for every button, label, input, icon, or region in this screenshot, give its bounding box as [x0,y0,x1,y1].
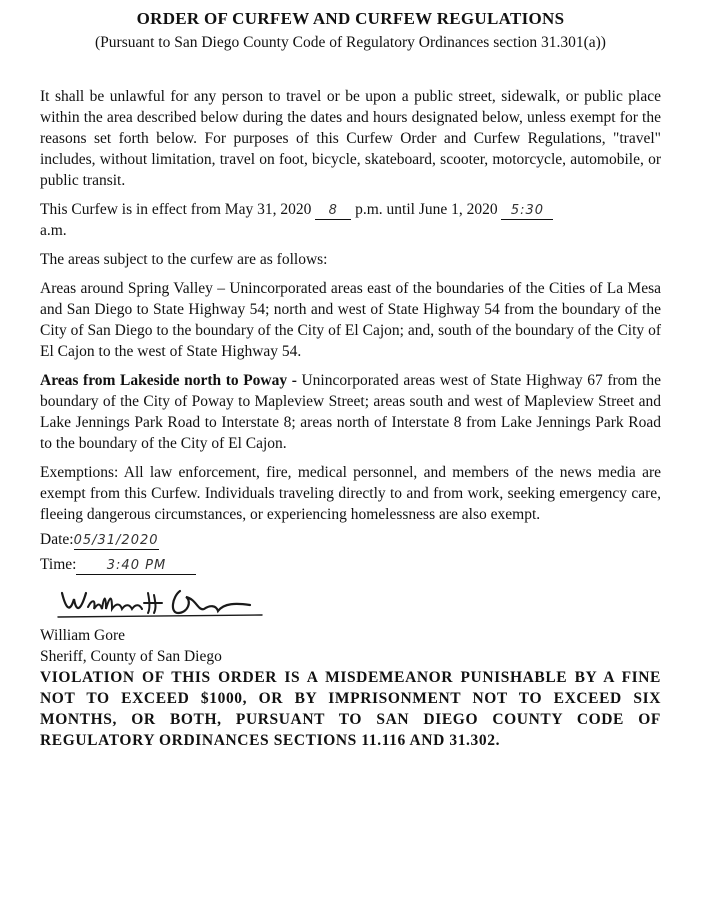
area-lakeside-text: Unincorporated areas west of State Highway 67 from the boundary of the City of Poway to Mapleview Street; areas south and west of Mapleview Street and Lake Jennings Park Road to Interstate 8; areas north of Interstate 8 from Lake Jennings Park Road to the boundary of the City of El Cajon. [40,372,661,452]
date-field [40,529,661,550]
effective-middle: p.m. until June 1, 2020 [355,201,498,218]
signer-title: Sheriff, County of San Diego [40,648,222,665]
time-label: Time: [40,556,77,573]
time-value-handwritten: 3:40 PM [76,558,196,575]
area-spring-valley: Areas around Spring Valley – Unincorporated areas east of the boundaries of the Cities of La Mesa and San Diego to State Highway 54; north and west of State Highway 54 from the boundary of the City of San Diego to the boundary of the City of El Cajon; and, south of the boundary of the City of El Cajon to the west of State Highway 54. [40,280,661,360]
document-subtitle: (Pursuant to San Diego County Code of Regulatory Ordinances section 31.301(a)) [95,34,606,51]
effective-paragraph [40,199,661,241]
effective-suffix: a.m. [40,222,67,239]
areas-intro: The areas subject to the curfew are as follows: [40,251,328,268]
intro-paragraph: It shall be unlawful for any person to travel or be upon a public street, sidewalk, or public place within the area described below during the dates and hours designated below, unless exempt for the reasons set forth below. For purposes of this Curfew Order and Curfew Regulations, "travel" includes, without limitation, travel on foot, bicycle, skateboard, scooter, motorcycle, automobile, or public transit. [40,88,661,189]
effective-prefix: This Curfew is in effect from May 31, 2020 [40,201,312,218]
end-time-handwritten: 5:30 [501,203,553,220]
date-value-handwritten: 05/31/2020 [73,533,159,548]
area-lakeside-poway [40,370,661,454]
area-lakeside-heading: Areas from Lakeside north to Poway - [40,372,297,389]
exemptions-paragraph: Exemptions: All law enforcement, fire, medical personnel, and members of the news media are exempt from this Curfew. Individuals traveling directly to and from work, seeking emergency care, fleeing dangerous circumstances, or experiencing homelessness are also exempt. [40,464,661,523]
signer-name: William Gore [40,627,126,644]
handwritten-signature [40,583,280,625]
start-hour-handwritten: 8 [315,203,351,220]
document-title: ORDER OF CURFEW AND CURFEW REGULATIONS [136,9,565,28]
time-field [40,554,661,575]
date-label: Date: [40,531,74,548]
violation-warning: VIOLATION OF THIS ORDER IS A MISDEMEANOR PUNISHABLE BY A FINE NOT TO EXCEED $1000, OR BY IMPRISONMENT NOT TO EXCEED SIX MONTHS, OR BOTH, PURSUANT TO SAN DIEGO COUNTY CODE OF REGULATORY ORDINANCES SECTIONS 11.116 AND 31.302. [40,669,661,749]
signature-area [40,583,661,625]
